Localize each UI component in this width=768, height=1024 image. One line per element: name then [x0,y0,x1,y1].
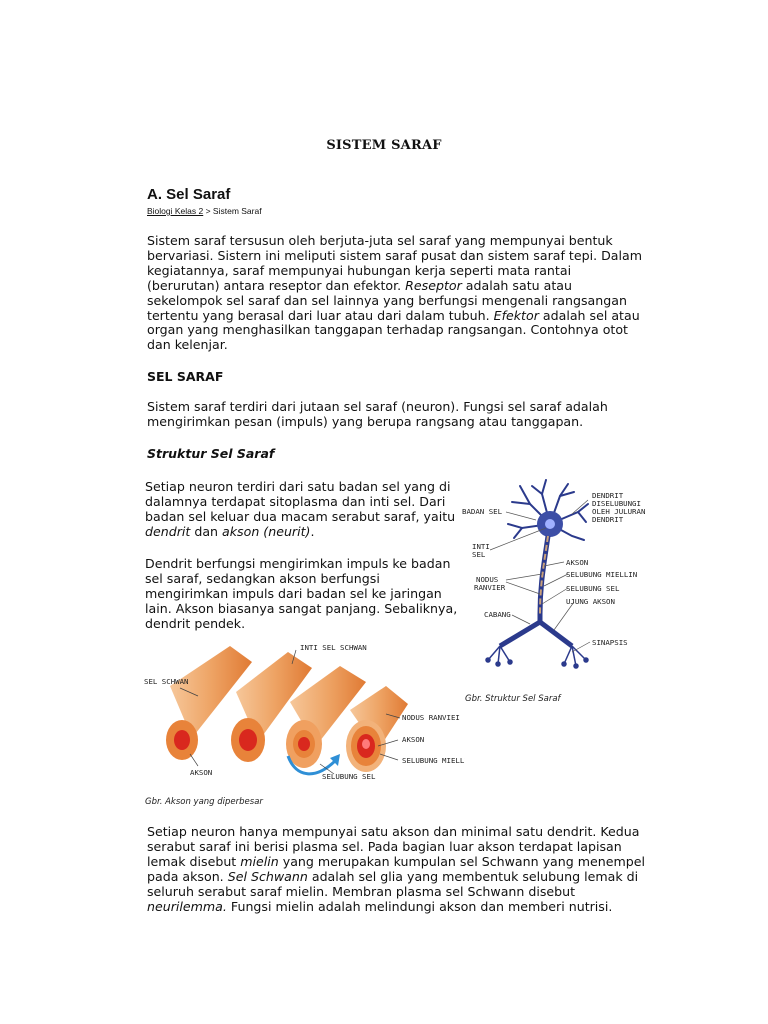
page-title: SISTEM SARAF [326,138,442,153]
struktur-text-b: dan [190,524,223,539]
struktur-text-2: Dendrit berfungsi mengirimkan impuls ke badan sel saraf, sedangkan akson berfungsi mengirimkan impuls dari badan sel ke jaringan lain. Akson biasanya sangat panjang. Sebaliknya, dendrit pendek. [145,556,458,631]
struktur-text-c: . [310,524,315,539]
label-sel-schwan: SEL SCHWAN [144,677,189,686]
intro-text-2: adalah satu atau sekelompok sel saraf dan sel lainnya yang berfungsi mengenali rangsangan tertentu yang berasal dari luar atau dari dalam tubuh. [147,277,627,323]
closing-text-d: Fungsi mielin adalah melindungi akson dan memberi nutrisi. [226,898,613,914]
label-selubung-mielin-axon: SELUBUNG MIELLI [402,756,465,765]
closing-text-a: Setiap neuron hanya mempunyai satu akson dan minimal satu dendrit. Kedua serabut saraf ini berisi plasma sel. Pada bagian luar akson terdapat lapisan lemak disebut [147,824,640,869]
breadcrumb-separator: > [203,206,213,216]
intro-text-3: adalah sel atau organ yang menghasilkan tanggapan terhadap rangsangan. Contohnya otot dan kelenjar. [147,307,640,353]
label-selubung-sel: SELUBUNG SEL [566,584,620,593]
label-sinapsis: SINAPSIS [592,638,628,647]
term-neurilemma: neurilemma. [147,898,227,914]
term-dendrit: dendrit [145,524,191,539]
label-nodus-2: RANVIER [474,583,506,592]
sel-saraf-heading: SEL SARAF [147,369,224,384]
neuron-diagram [460,474,660,684]
struktur-text-a: Setiap neuron terdiri dari satu badan sel yang di dalamnya terdapat sitoplasma dan inti sel. Dari badan sel keluar dua macam serabut saraf, yaitu [145,479,456,524]
label-dendrit-3: OLEH JULURAN [592,507,646,516]
struktur-paragraph-2 [145,556,465,631]
axon-caption: Gbr. Akson yang diperbesar [145,797,263,807]
intro-text-1: Sistem saraf tersusun oleh berjuta-juta sel saraf yang mempunyai bentuk bervariasi. Sistern ini meliputi sistem saraf pusat dan sistem saraf tepi. Dalam kegiatannya, saraf mempunyai hubungan kerja seperti mata rantai (berurutan) antara reseptor dan efektor. [147,233,642,293]
axon-figure [140,636,465,788]
closing-text-c: adalah sel glia yang membentuk selubung lemak di seluruh serabut saraf mielin. Membran plasma sel Schwann disebut [147,868,639,899]
axon-diagram [140,636,465,788]
label-akson-bottom: AKSON [190,768,213,777]
nucleus [545,519,555,529]
label-inti-sel-schwan: INTI SEL SCHWAN [300,643,367,652]
label-akson: AKSON [566,558,589,567]
label-badan-sel: BADAN SEL [462,507,503,516]
closing-paragraph [147,825,657,914]
label-cabang: CABANG [484,610,511,619]
neuron-figure [460,474,660,684]
section-heading: A. Sel Saraf [147,186,231,203]
closing-text-b: yang merupakan kumpulan sel Schwann yang menempel pada akson. [147,853,645,884]
term-akson: akson (neurit) [222,524,311,539]
label-akson-right: AKSON [402,735,425,744]
label-selubung-mielin: SELUBUNG MIELLIN [566,570,638,579]
term-mielin: mielin [240,853,279,869]
term-reseptor: Reseptor [405,277,462,293]
label-selubung-sel-axon: SELUBUNG SEL [322,772,376,781]
label-inti-2: SEL [472,550,486,559]
term-sel-schwann: Sel Schwann [227,868,308,884]
label-dendrit-4: DENDRIT [592,515,624,524]
struktur-heading: Struktur Sel Saraf [147,446,275,461]
label-inti-1: INTI [472,542,490,551]
label-nodus-ranvier: NODUS RANVIEI [402,713,460,722]
axon-branch [540,622,572,646]
label-ujung-akson: UJUNG AKSON [566,597,615,606]
label-nodus-1: NODUS [476,575,499,584]
label-dendrit-1: DENDRIT [592,491,624,500]
struktur-paragraph-1 [145,479,465,539]
neuron-caption: Gbr. Struktur Sel Saraf [465,694,561,704]
sel-saraf-paragraph [147,400,647,430]
breadcrumb-current: Sistem Saraf [212,206,262,216]
intro-paragraph [147,234,647,353]
label-dendrit-2: DISELUBUNGI [592,499,641,508]
term-efektor: Efektor [493,307,539,323]
breadcrumb [147,206,262,216]
breadcrumb-link[interactable]: Biologi Kelas 2 [147,206,204,216]
sel-saraf-text: Sistem saraf terdiri dari jutaan sel saraf (neuron). Fungsi sel saraf adalah mengirimkan pesan (impuls) yang berupa rangsang atau tanggapan. [147,399,608,429]
